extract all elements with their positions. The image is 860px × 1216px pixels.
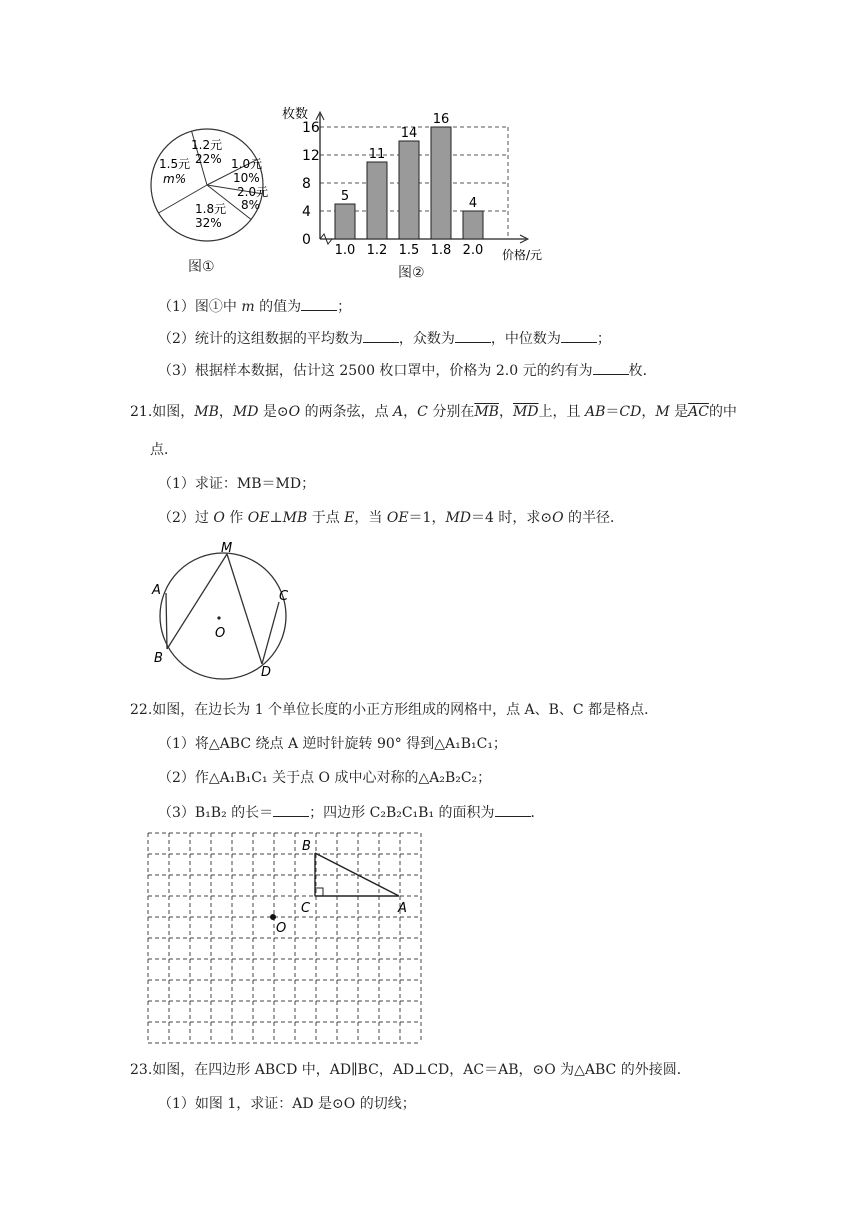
pie-label-1.2: 1.2元 bbox=[191, 138, 223, 152]
chord-ab bbox=[166, 593, 167, 649]
q22-intro: 22.如图，在边长为 1 个单位长度的小正方形组成的网格中，点 A、B、C 都是格点． bbox=[130, 702, 659, 718]
bar-value-label: 4 bbox=[468, 196, 478, 211]
label-b: B bbox=[154, 651, 163, 666]
chord-cd bbox=[262, 602, 279, 664]
bar bbox=[399, 141, 419, 239]
pie-pct-1.8: 32% bbox=[195, 216, 222, 230]
q21-part1: （1）求证：MB＝MD； bbox=[158, 476, 316, 492]
figure2-caption: 图② bbox=[398, 265, 425, 281]
x-tick-label: 1.0 bbox=[334, 243, 356, 258]
q23-intro: 23.如图，在四边形 ABCD 中，AD∥BC，AD⊥CD，AC＝AB，⊙O 为△ABC 的外接圆． bbox=[130, 1062, 691, 1078]
center-dot bbox=[217, 616, 220, 619]
label-c: C bbox=[279, 589, 289, 604]
q23-part1: （1）如图 1，求证：AD 是⊙O 的切线； bbox=[158, 1096, 416, 1112]
answer-blank[interactable] bbox=[363, 328, 399, 343]
bar-chart-xlabel: 价格/元 bbox=[502, 248, 543, 262]
q20-part1: （1）图①中 m 的值为 ； bbox=[158, 296, 351, 317]
q21-intro-cont: 点． bbox=[150, 442, 178, 458]
answer-blank[interactable] bbox=[495, 802, 531, 817]
q22-part1: （1）将△ABC 绕点 A 逆时针旋转 90° 得到△A₁B₁C₁； bbox=[158, 736, 507, 752]
q22-part2: （2）作△A₁B₁C₁ 关于点 O 成中心对称的△A₂B₂C₂； bbox=[158, 770, 492, 786]
y-tick-label: 4 bbox=[302, 204, 311, 220]
bar-value-label: 5 bbox=[340, 189, 350, 204]
grid-label-b: B bbox=[302, 839, 311, 854]
answer-blank[interactable] bbox=[561, 328, 597, 343]
bar-chart-ylabel: 枚数 bbox=[282, 107, 309, 122]
bar-value-label: 11 bbox=[368, 147, 386, 162]
answer-blank[interactable] bbox=[593, 360, 629, 375]
bar bbox=[335, 204, 355, 239]
q21-intro: 21.如图，MB，MD 是⊙O 的两条弦，点 A，C 分别在$\overline{MB}$，$\overline{MD}$上，且 AB＝CD，M 是$\overline{AC}$的中 bbox=[130, 404, 737, 420]
answer-blank[interactable] bbox=[273, 802, 309, 817]
q20-part3: （3）根据样本数据，估计这 2500 枚口罩中，价格为 2.0 元的约有为 枚． bbox=[158, 360, 657, 381]
bar bbox=[367, 162, 387, 239]
y-tick-label: 0 bbox=[302, 232, 311, 248]
pie-label-2.0: 2.0元 bbox=[237, 185, 269, 199]
q21-part2: （2）过 O 作 OE⊥MB 于点 E，当 OE＝1，MD＝4 时，求⊙O 的半径． bbox=[158, 510, 625, 526]
y-tick-label: 12 bbox=[302, 148, 320, 164]
grid-label-o: O bbox=[276, 921, 287, 936]
figure1-caption: 图① bbox=[188, 259, 215, 275]
q21-circle-figure bbox=[145, 538, 295, 680]
pie-label-1.5: 1.5元 bbox=[159, 157, 191, 171]
pie-label-1.8: 1.8元 bbox=[195, 202, 227, 216]
grid-label-c: C bbox=[301, 901, 311, 916]
label-o: O bbox=[215, 626, 226, 641]
y-tick-label: 8 bbox=[302, 176, 311, 192]
circle-o bbox=[160, 553, 286, 679]
x-tick-label: 1.5 bbox=[398, 243, 420, 258]
label-a: A bbox=[152, 583, 161, 598]
q22-part3: （3）B₁B₂ 的长＝ ；四边形 C₂B₂C₁B₁ 的面积为 ． bbox=[158, 802, 545, 823]
pie-pct-1.5: m% bbox=[163, 172, 187, 186]
pie-label-1.0: 1.0元 bbox=[231, 157, 263, 171]
label-m: M bbox=[221, 541, 233, 556]
bar bbox=[431, 127, 451, 239]
bar-chart bbox=[282, 104, 552, 264]
q22-grid-figure bbox=[146, 832, 422, 1044]
x-tick-label: 1.8 bbox=[430, 243, 452, 258]
pie-chart bbox=[145, 128, 275, 246]
x-tick-label: 2.0 bbox=[462, 243, 484, 258]
pie-pct-1.0: 10% bbox=[233, 171, 260, 185]
chord-md bbox=[227, 554, 262, 664]
label-d: D bbox=[261, 665, 272, 680]
x-tick-label: 1.2 bbox=[366, 243, 388, 258]
bar-value-label: 14 bbox=[400, 126, 418, 141]
bar-value-label: 16 bbox=[432, 112, 450, 127]
q20-part2: （2）统计的这组数据的平均数为 ，众数为 ，中位数为 ； bbox=[158, 328, 611, 349]
point-o bbox=[270, 914, 276, 920]
pie-pct-1.2: 22% bbox=[195, 152, 222, 166]
answer-blank[interactable] bbox=[301, 296, 337, 311]
answer-blank[interactable] bbox=[455, 328, 491, 343]
grid-label-a: A bbox=[398, 901, 407, 916]
bar bbox=[463, 211, 483, 239]
y-tick-label: 16 bbox=[302, 120, 320, 136]
pie-pct-2.0: 8% bbox=[241, 198, 261, 212]
